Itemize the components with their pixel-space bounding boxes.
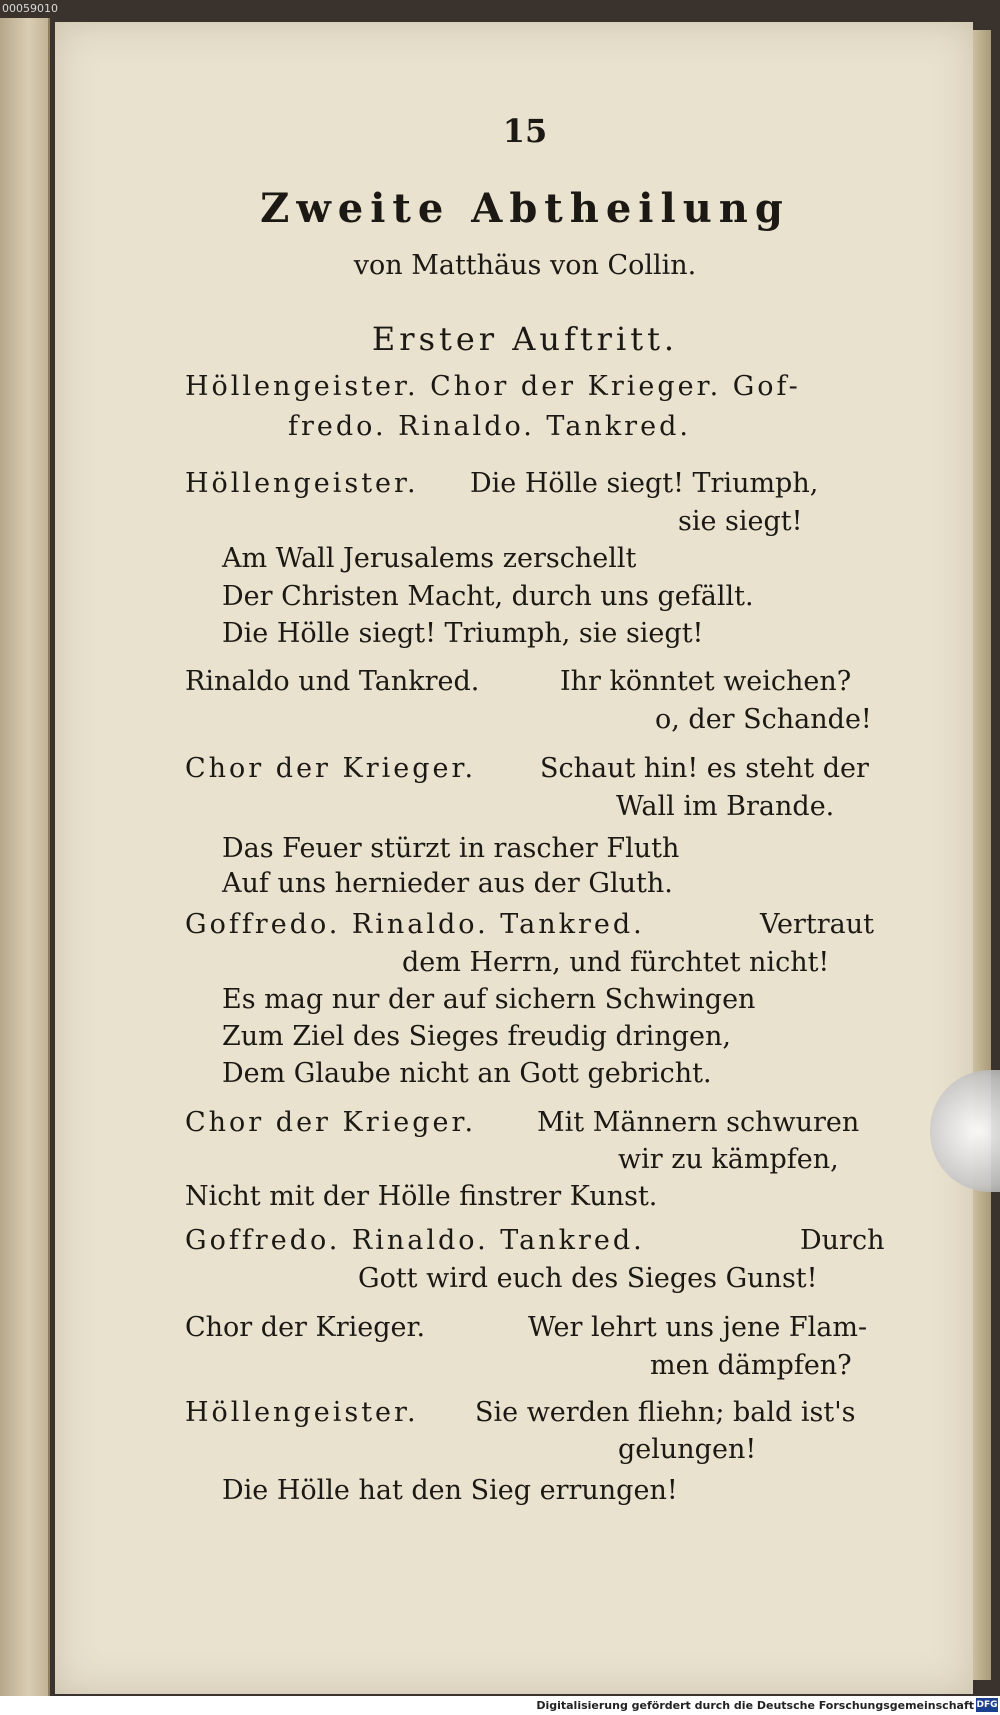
verse-line: Der Christen Macht, durch uns gefällt. [222, 581, 754, 612]
scene-title: Erster Auftritt. [371, 320, 679, 358]
speech-line: Ihr könntet weichen? [560, 666, 852, 697]
speech-line: Durch [800, 1225, 885, 1256]
verse-line: Nicht mit der Hölle finstrer Kunst. [185, 1181, 658, 1212]
funding-footer: Digitalisierung gefördert durch die Deutsche Forschungsgemeinschaft [536, 1699, 974, 1712]
author-byline: von Matthäus von Collin. [353, 250, 697, 281]
verse-line: Das Feuer stürzt in rascher Fluth [222, 833, 680, 864]
speech-line-cont: dem Herrn, und fürchtet nicht! [402, 947, 830, 978]
speaker-label: Chor der Krieger. [185, 753, 477, 784]
speech-line: Mit Männern schwuren [537, 1107, 860, 1138]
speaker-label: Goffredo. Rinaldo. Tankred. [185, 909, 645, 940]
speech-line: Vertraut [760, 909, 874, 940]
stage-direction-cont: fredo. Rinaldo. Tankred. [288, 411, 691, 442]
speaker-label: Chor der Krieger. [185, 1312, 426, 1343]
verse-line: Auf uns hernieder aus der Gluth. [222, 868, 673, 899]
speaker-label: Goffredo. Rinaldo. Tankred. [185, 1225, 645, 1256]
speech-line: Schaut hin! es steht der [540, 753, 869, 784]
speech-line-cont: Wall im Brande. [616, 791, 835, 822]
verse-line: Am Wall Jerusalems zerschellt [222, 543, 637, 574]
speech-line-cont: sie siegt! [678, 506, 803, 537]
verse-line: Die Hölle hat den Sieg errungen! [222, 1475, 678, 1506]
speech-line-cont: o, der Schande! [655, 704, 872, 735]
verse-line: Die Hölle siegt! Triumph, sie siegt! [222, 618, 704, 649]
speech-line: Sie werden fliehn; bald ist's [475, 1397, 856, 1428]
verse-line: Es mag nur der auf sichern Schwingen [222, 984, 756, 1015]
speaker-label: Höllengeister. [185, 1397, 419, 1428]
speech-line: Wer lehrt uns jene Flam- [528, 1312, 868, 1343]
verse-line: Zum Ziel des Sieges freudig dringen, [222, 1021, 731, 1052]
dfg-logo: DFG [976, 1700, 998, 1710]
speech-line-cont: men dämpfen? [650, 1350, 852, 1381]
section-heading: Zweite Abtheilung [260, 185, 790, 232]
speech-line-cont: wir zu kämpfen, [618, 1144, 839, 1175]
speaker-label: Rinaldo und Tankred. [185, 666, 480, 697]
speech-line-cont: Gott wird euch des Sieges Gunst! [358, 1263, 818, 1294]
stage-direction: Höllengeister. Chor der Krieger. Gof- [185, 371, 801, 402]
scan-id: 00059010 [2, 2, 58, 15]
verse-line: Dem Glaube nicht an Gott gebricht. [222, 1058, 712, 1089]
speech-line: Die Hölle siegt! Triumph, [470, 468, 819, 499]
speaker-label: Chor der Krieger. [185, 1107, 477, 1138]
page-number: 15 [502, 112, 548, 150]
speech-line-cont: gelungen! [618, 1434, 757, 1465]
speaker-label: Höllengeister. [185, 468, 419, 499]
